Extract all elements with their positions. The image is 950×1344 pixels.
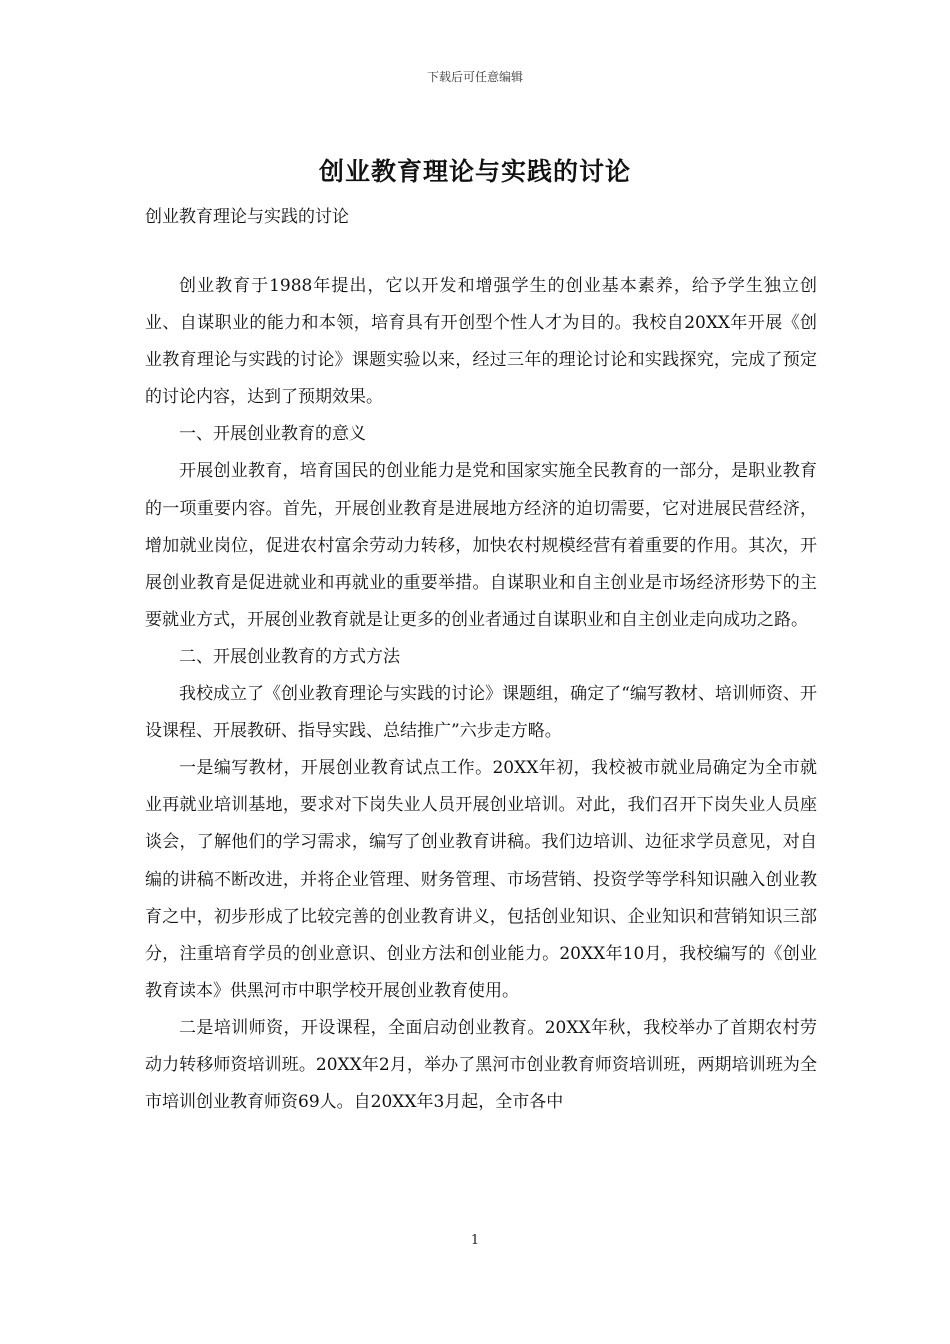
paragraph-significance: 开展创业教育，培育国民的创业能力是党和国家实施全民教育的一部分，是职业教育的一项重要内容。首先，开展创业教育是进展地方经济的迫切需要，它对进展民营经济，增加就业岗位，促进农村富余劳动力转移，加快农村规模经营有着重要的作用。其次，开展创业教育是促进就业和再就业的重要举措。自谋职业和自主创业是市场经济形势下的主要就业方式，开展创业教育就是让更多的创业者通过自谋职业和自主创业走向成功之路。 [145, 461, 817, 630]
page-number: 1 [470, 1233, 480, 1248]
paragraph-textbook: 一是编写教材，开展创业教育试点工作。20XX年初，我校被市就业局确定为全市就业再就业培训基地，要求对下岗失业人员开展创业培训。对此，我们召开下岗失业人员座谈会，了解他们的学习需求，编写了创业教育讲稿。我们边培训、边征求学员意见，对自编的讲稿不断改进，并将企业管理、财务管理、市场营销、投资学等学科知识融入创业教育之中，初步形成了比较完善的创业教育讲义，包括创业知识、企业知识和营销知识三部分，注重培育学员的创业意识、创业方法和创业能力。20XX年10月，我校编写的《创业教育读本》供黑河市中职学校开展创业教育使用。 [145, 758, 817, 1001]
section-heading-2: 二、开展创业教育的方式方法 [179, 646, 400, 667]
paragraph-strategy: 我校成立了《创业教育理论与实践的讨论》课题组，确定了“编写教材、培训师资、开设课程、开展教研、指导实践、总结推广”六步走方略。 [145, 684, 817, 742]
paragraph-teacher-training: 二是培训师资，开设课程，全面启动创业教育。20XX年秋，我校举办了首期农村劳动力转移师资培训班。20XX年2月，举办了黑河市创业教育师资培训班，两期培训班为全市培训创业教育师资69人。自20XX年3月起，全市各中 [145, 1017, 817, 1113]
document-subtitle: 创业教育理论与实践的讨论 [145, 207, 349, 227]
header-note: 下载后可任意编辑 [426, 70, 523, 84]
section-heading-1: 一、开展创业教育的意义 [179, 424, 366, 445]
document-body [145, 268, 817, 1121]
paragraph-intro: 创业教育于1988年提出，它以开发和增强学生的创业基本素养，给予学生独立创业、自谋职业的能力和本领，培育具有开创型个性人才为目的。我校自20XX年开展《创业教育理论与实践的讨论》课题实验以来，经过三年的理论讨论和实践探究，完成了预定的讨论内容，达到了预期效果。 [145, 276, 817, 408]
document-title: 创业教育理论与实践的讨论 [318, 157, 631, 186]
